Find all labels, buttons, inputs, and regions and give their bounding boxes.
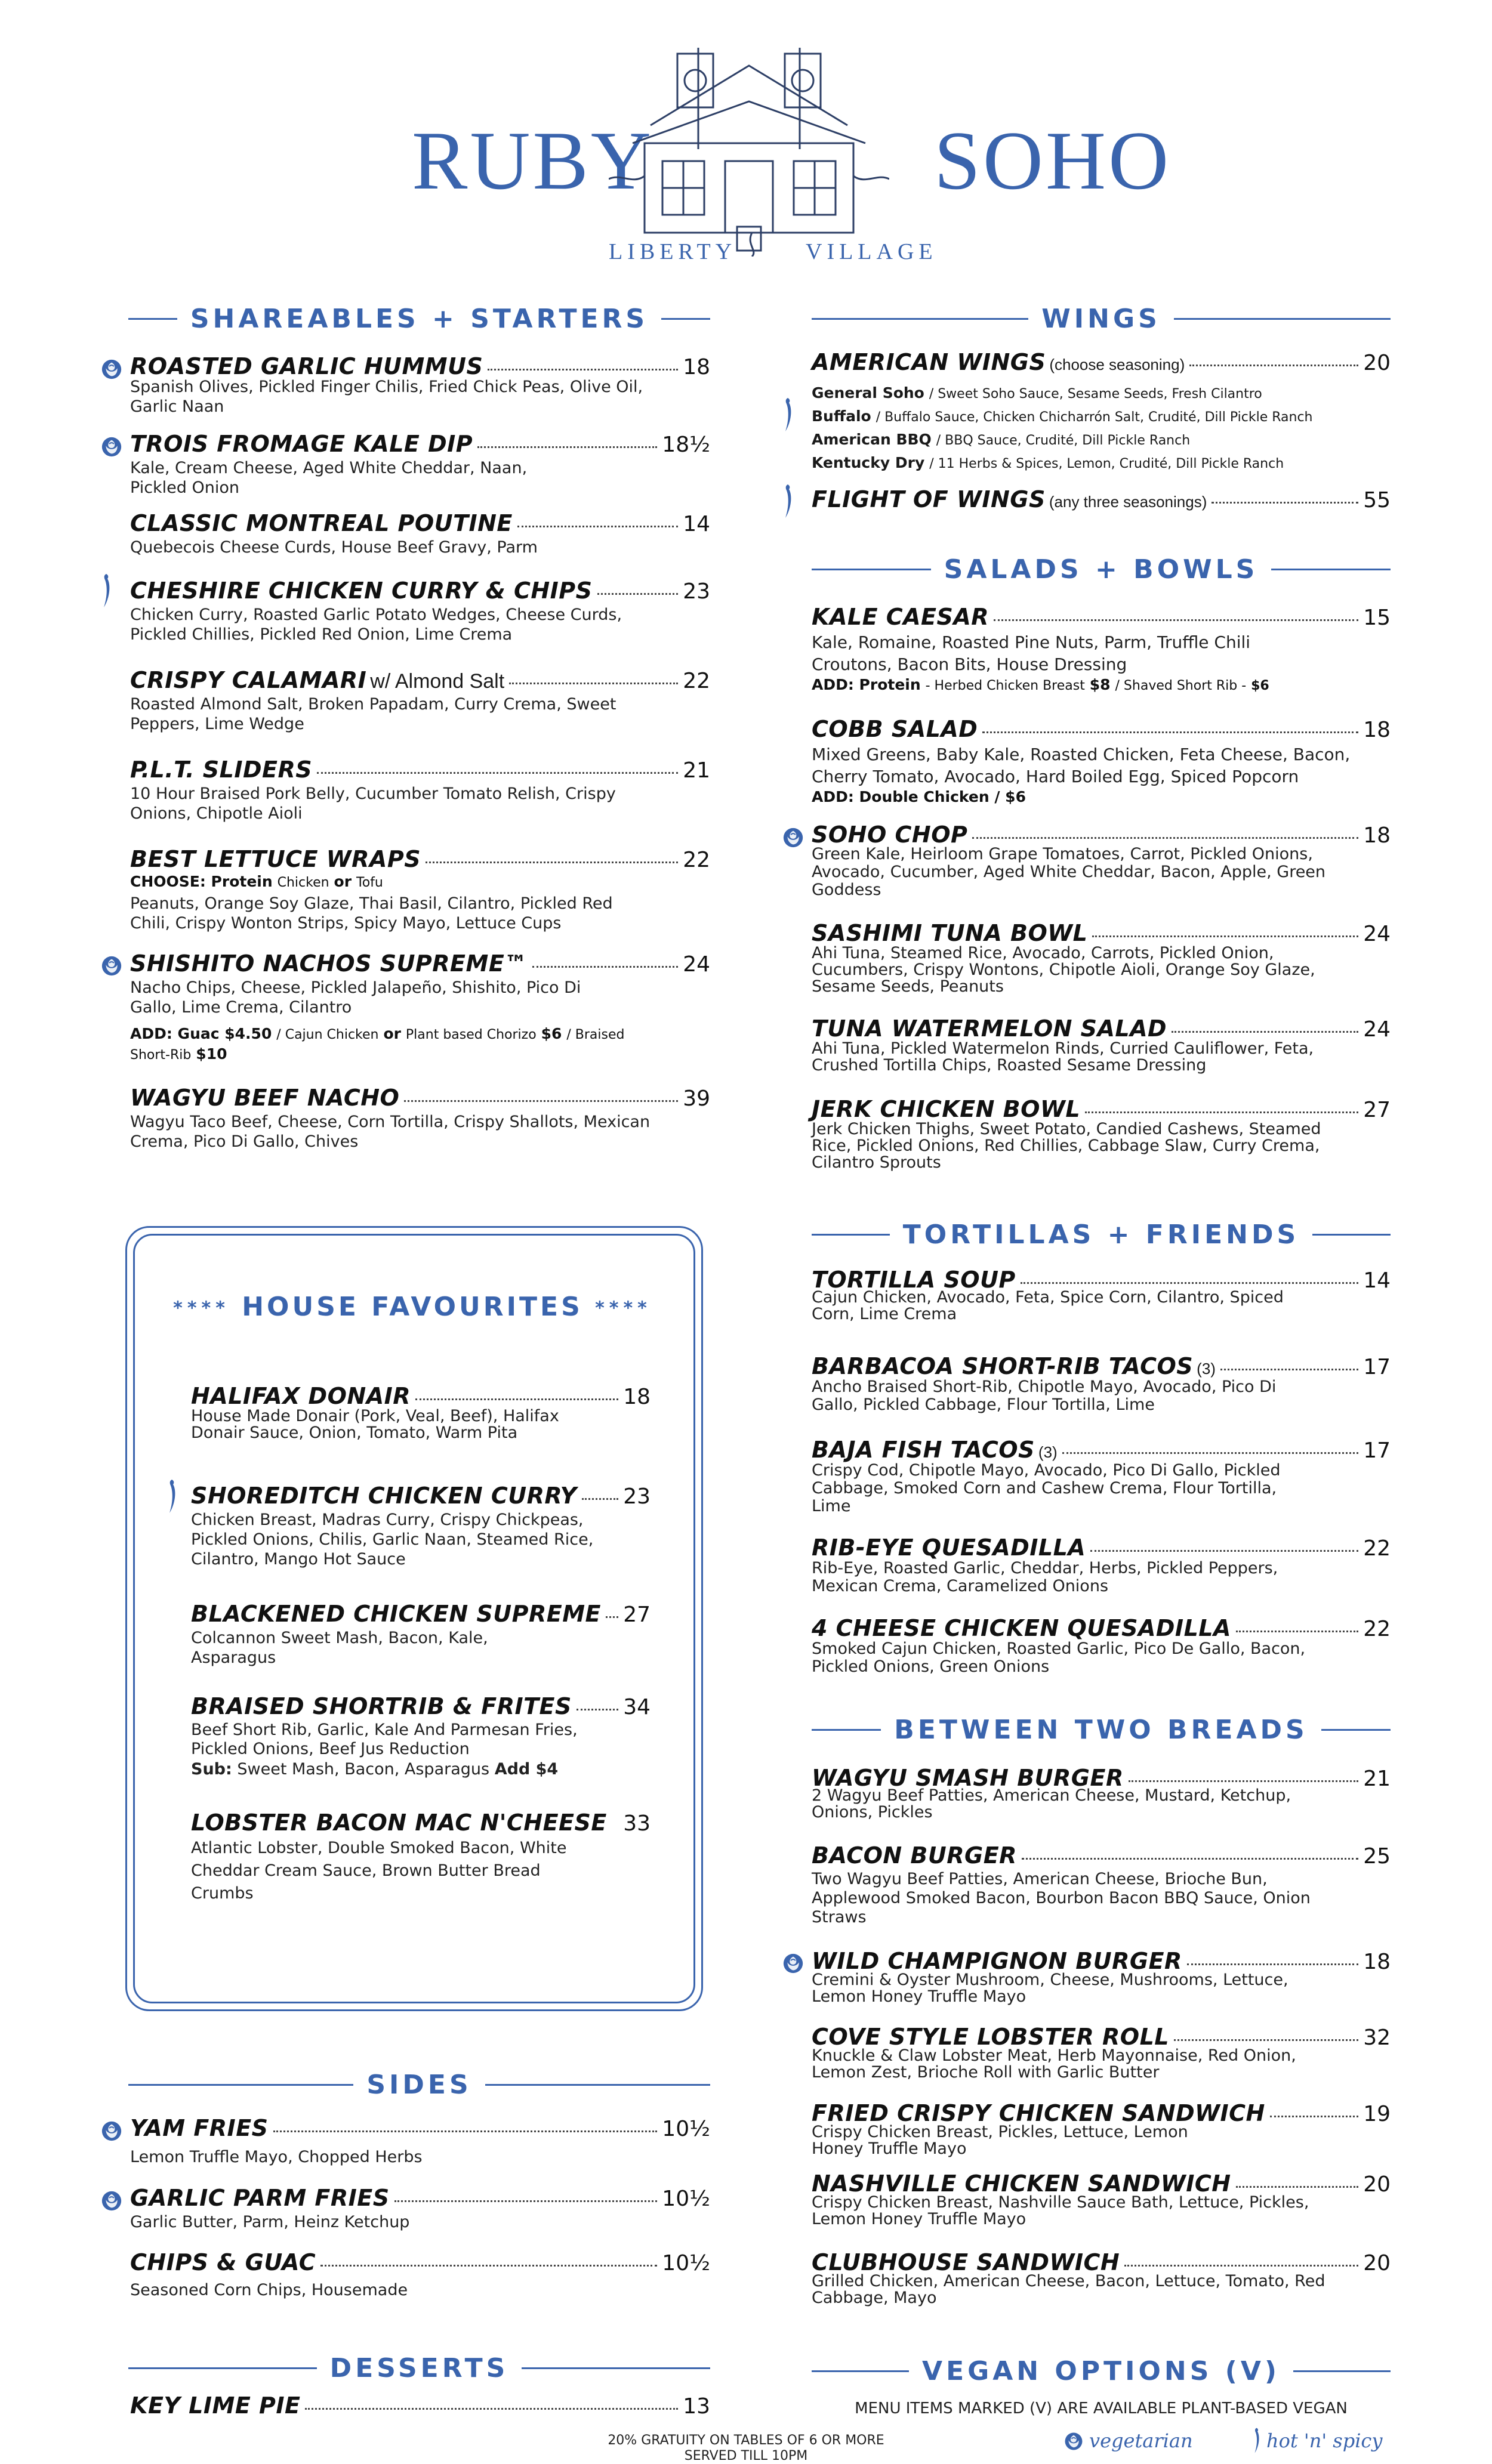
item-name: TORTILLA SOUP	[812, 1267, 1016, 1293]
section-desserts	[128, 2351, 710, 2386]
menu-item	[812, 1096, 1391, 1171]
add-price: $6	[1251, 678, 1269, 693]
item-price: 18	[623, 1385, 651, 1409]
section-title: SIDES	[353, 2070, 485, 2100]
brand-soho: SOHO	[934, 115, 1172, 207]
rose-icon	[100, 955, 123, 977]
menu-item	[130, 353, 710, 416]
item-desc: Kale, Cream Cheese, Aged White Cheddar, Naan, Pickled Onion	[130, 459, 528, 497]
section-sides	[128, 2067, 710, 2103]
menu-item	[812, 822, 1391, 899]
add-price: $8	[1089, 676, 1111, 693]
item-desc: Green Kale, Heirloom Grape Tomatoes, Carrot, Pickled Onions, Avocado, Cucumber, Aged White Cheddar, Bacon, Apple, Green Goddess	[812, 845, 1326, 899]
menu-item	[191, 1483, 651, 1569]
seasoning-label: American BBQ	[812, 431, 932, 448]
item-name-sub: (3)	[1038, 1443, 1058, 1461]
item-name: P.L.T. SLIDERS	[130, 757, 313, 783]
add-or: or	[383, 1025, 401, 1042]
choose-or: or	[334, 873, 352, 890]
rose-icon	[782, 1952, 804, 1975]
item-name: TROIS FROMAGE KALE DIP	[130, 431, 473, 457]
item-name: COBB SALAD	[812, 716, 978, 742]
item-desc: Grilled Chicken, American Cheese, Bacon, Lettuce, Tomato, Red Cabbage, Mayo	[812, 2272, 1325, 2307]
item-desc: Ancho Braised Short-Rib, Chipotle Mayo, Avocado, Pico Di Gallo, Pickled Cabbage, Flour Tortilla, Lime	[812, 1378, 1277, 1414]
sub-label: Sub:	[191, 1760, 232, 1778]
menu-item	[812, 2024, 1391, 2081]
item-name: KALE CAESAR	[812, 604, 989, 630]
item-name: RIB-EYE QUESADILLA	[812, 1534, 1086, 1561]
menu-item	[130, 2392, 710, 2419]
seasoning-text: / Buffalo Sauce, Chicken Chicharrón Salt, Crudité, Dill Pickle Ranch	[876, 410, 1313, 425]
item-desc: Ahi Tuna, Pickled Watermelon Rinds, Curried Cauliflower, Feta, Crushed Tortilla Chips, Roasted Sesame Dressing	[812, 1039, 1314, 1074]
menu-item	[130, 2185, 710, 2232]
section-title: HOUSE FAVOURITES	[242, 1292, 583, 1322]
menu-item	[812, 604, 1391, 696]
item-name: 4 CHEESE CHICKEN QUESADILLA	[812, 1615, 1231, 1641]
menu-item	[812, 1615, 1391, 1676]
item-desc: Seasoned Corn Chips, Housemade	[130, 2281, 408, 2299]
menu-item	[130, 2249, 710, 2300]
menu-item	[191, 1383, 651, 1441]
item-name: AMERICAN WINGS	[812, 349, 1046, 375]
chili-pepper-icon	[1252, 2427, 1263, 2454]
legend-vegetarian: vegetarian	[1089, 2429, 1193, 2452]
menu-item	[130, 431, 710, 498]
section-title: VEGAN OPTIONS (V)	[909, 2356, 1293, 2386]
rose-icon	[782, 826, 804, 849]
item-price: 24	[683, 952, 710, 977]
menu-item	[812, 486, 1391, 512]
choose-option: Tofu	[356, 875, 383, 890]
item-price: 17	[1363, 1438, 1391, 1463]
item-desc: Colcannon Sweet Mash, Bacon, Kale, Asparagus	[191, 1629, 488, 1667]
item-desc: Crispy Cod, Chipotle Mayo, Avocado, Pico Di Gallo, Pickled Cabbage, Smoked Corn and Cashew Crema, Flour Tortilla, Lime	[812, 1461, 1281, 1515]
item-price: 18½	[662, 433, 710, 457]
seasoning-label: Buffalo	[812, 407, 871, 425]
item-name: BARBACOA SHORT-RIB TACOS	[812, 1353, 1194, 1379]
item-price: 22	[1363, 1617, 1391, 1641]
item-price: 18	[1363, 1950, 1391, 1974]
brand-village: VILLAGE	[806, 239, 938, 264]
menu-item	[130, 1085, 710, 1151]
menu-item	[812, 2100, 1391, 2157]
add-option: Plant based Chorizo	[405, 1027, 537, 1042]
item-name: HALIFAX DONAIR	[191, 1383, 411, 1409]
item-name: BRAISED SHORTRIB & FRITES	[191, 1693, 572, 1719]
menu-item	[812, 1842, 1391, 1927]
menu-item	[812, 716, 1391, 807]
item-name-sub: (3)	[1197, 1360, 1216, 1378]
seasoning-text: / 11 Herbs & Spices, Lemon, Crudité, Dill Pickle Ranch	[929, 456, 1284, 471]
item-desc: Peanuts, Orange Soy Glaze, Thai Basil, Cilantro, Pickled Red Chili, Crispy Wonton Strips, Spicy Mayo, Lettuce Cups	[130, 894, 613, 933]
section-title: BETWEEN TWO BREADS	[881, 1715, 1321, 1745]
item-price: 23	[623, 1484, 651, 1509]
menu-item	[812, 349, 1391, 375]
item-name: SHOREDITCH CHICKEN CURRY	[191, 1483, 577, 1509]
item-desc: Crispy Chicken Breast, Pickles, Lettuce, Lemon Honey Truffle Mayo	[812, 2123, 1188, 2158]
menu-item	[130, 757, 710, 823]
menu-item	[130, 578, 710, 644]
item-name: TUNA WATERMELON SALAD	[812, 1015, 1167, 1042]
item-desc: Mixed Greens, Baby Kale, Roasted Chicken, Feta Cheese, Bacon, Cherry Tomato, Avocado, Hard Boiled Egg, Spiced Popcorn	[812, 745, 1351, 786]
item-price: 14	[1363, 1268, 1391, 1293]
chili-pepper-icon	[166, 1478, 180, 1514]
item-name: NASHVILLE CHICKEN SANDWICH	[812, 2170, 1231, 2197]
item-price: 10½	[662, 2251, 710, 2275]
item-desc: Smoked Cajun Chicken, Roasted Garlic, Pico De Gallo, Bacon, Pickled Onions, Green Onions	[812, 1639, 1306, 1676]
choose-option: Chicken	[277, 875, 329, 890]
item-name-sub: (any three seasonings)	[1049, 493, 1207, 511]
menu-item	[130, 667, 710, 734]
item-desc: Beef Short Rib, Garlic, Kale And Parmesan Fries, Pickled Onions, Beef Jus Reduction	[191, 1721, 578, 1758]
gratuity-note	[525, 2433, 967, 2464]
gratuity-text: 20% GRATUITY ON TABLES OF 6 OR MORE	[608, 2433, 884, 2448]
item-desc: Two Wagyu Beef Patties, American Cheese, Brioche Bun, Applewood Smoked Bacon, Bourbon Bacon BBQ Sauce, Onion Straws	[812, 1870, 1311, 1926]
item-price: 17	[1363, 1355, 1391, 1379]
item-desc: Knuckle & Claw Lobster Meat, Herb Mayonnaise, Red Onion, Lemon Zest, Brioche Roll with Garlic Butter	[812, 2046, 1296, 2082]
item-price: 23	[683, 579, 710, 604]
item-price: 21	[1363, 1767, 1391, 1791]
menu-item	[130, 2115, 710, 2167]
item-price: 39	[683, 1086, 710, 1111]
item-name: GARLIC PARM FRIES	[130, 2185, 390, 2211]
item-name: SOHO CHOP	[812, 822, 968, 848]
item-name: COVE STYLE LOBSTER ROLL	[812, 2024, 1169, 2050]
item-price: 18	[1363, 718, 1391, 742]
sub-text: Sweet Mash, Bacon, Asparagus	[237, 1760, 490, 1778]
served-text: SERVED TILL 10PM	[684, 2448, 808, 2463]
item-desc: Lemon Truffle Mayo, Chopped Herbs	[130, 2148, 423, 2166]
add-price: $6	[541, 1025, 562, 1042]
brand-ruby: RUBY	[412, 115, 653, 207]
item-add	[130, 1024, 655, 1065]
add-option: / Shaved Short Rib -	[1115, 678, 1247, 693]
item-desc: 2 Wagyu Beef Patties, American Cheese, Mustard, Ketchup, Onions, Pickles	[812, 1786, 1291, 1821]
menu-item	[812, 1437, 1391, 1515]
rose-icon	[100, 358, 123, 381]
item-price: 21	[683, 758, 710, 783]
item-price: 20	[1363, 2172, 1391, 2197]
seasoning-line	[812, 452, 1391, 475]
item-name: SASHIMI TUNA BOWL	[812, 920, 1088, 946]
chili-pepper-icon	[782, 397, 796, 433]
building-illustration	[609, 30, 889, 257]
item-name-sub: w/ Almond Salt	[370, 670, 505, 693]
seasoning-text: / Sweet Soho Sauce, Sesame Seeds, Fresh Cilantro	[929, 387, 1262, 402]
section-tortillas	[812, 1217, 1391, 1253]
menu-item	[812, 1534, 1391, 1595]
seasoning-line	[812, 382, 1391, 405]
item-desc: Rib-Eye, Roasted Garlic, Cheddar, Herbs, Pickled Peppers, Mexican Crema, Caramelized Onions	[812, 1559, 1278, 1595]
item-price: 34	[623, 1695, 651, 1719]
item-name: BLACKENED CHICKEN SUPREME	[191, 1601, 601, 1627]
item-name: WAGYU BEEF NACHO	[130, 1085, 400, 1111]
item-choose	[130, 872, 710, 893]
item-name: BEST LETTUCE WRAPS	[130, 846, 421, 872]
item-price: 22	[683, 669, 710, 693]
menu-item	[191, 1693, 651, 1779]
chili-pepper-icon	[100, 573, 115, 609]
item-price: 18	[1363, 823, 1391, 848]
seasoning-line	[812, 405, 1391, 428]
item-price: 25	[1363, 1844, 1391, 1869]
item-price: 20	[1363, 2251, 1391, 2275]
menu-item	[812, 2249, 1391, 2306]
item-price: 10½	[662, 2187, 710, 2211]
seasoning-text: / BBQ Sauce, Crudité, Dill Pickle Ranch	[936, 433, 1191, 448]
menu-item	[130, 510, 710, 557]
menu-item	[812, 1015, 1391, 1074]
item-desc: Quebecois Cheese Curds, House Beef Gravy, Parm	[130, 538, 538, 557]
item-name: SHISHITO NACHOS SUPREME™	[130, 950, 528, 977]
item-sub	[191, 1760, 651, 1779]
menu-item	[812, 1267, 1391, 1323]
menu-item	[191, 1810, 651, 1905]
section-vegan	[812, 2354, 1391, 2389]
section-shareables	[128, 301, 710, 337]
item-desc: House Made Donair (Pork, Veal, Beef), Halifax Donair Sauce, Onion, Tomato, Warm Pita	[191, 1407, 559, 1442]
item-name: FRIED CRISPY CHICKEN SANDWICH	[812, 2100, 1265, 2126]
house-favourites-title	[125, 1292, 699, 1322]
menu-item	[812, 1353, 1391, 1414]
item-desc: Chicken Curry, Roasted Garlic Potato Wedges, Cheese Curds, Pickled Chillies, Pickled Red Onion, Lime Crema	[130, 606, 622, 644]
section-salads	[812, 552, 1391, 588]
item-price: 27	[623, 1602, 651, 1627]
item-desc: Atlantic Lobster, Double Smoked Bacon, White Cheddar Cream Sauce, Brown Butter Bread Crumbs	[191, 1839, 567, 1903]
item-add	[812, 675, 1391, 696]
item-price: 18	[683, 355, 710, 379]
menu-item	[812, 2170, 1391, 2228]
legend-spicy: hot 'n' spicy	[1266, 2429, 1383, 2452]
item-name-sub: (choose seasoning)	[1049, 356, 1185, 373]
item-desc: Cremini & Oyster Mushroom, Cheese, Mushrooms, Lettuce, Lemon Honey Truffle Mayo	[812, 1971, 1288, 2006]
add-label: ADD: Protein	[812, 676, 921, 693]
item-name: WAGYU SMASH BURGER	[812, 1765, 1124, 1791]
item-price: 14	[683, 512, 710, 536]
sub-price: Add $4	[494, 1760, 559, 1778]
vegan-note: MENU ITEMS MARKED (V) ARE AVAILABLE PLANT-BASED VEGAN	[855, 2400, 1348, 2417]
stars-right: ****	[595, 1298, 652, 1319]
rose-icon	[100, 2190, 123, 2212]
item-name: CLUBHOUSE SANDWICH	[812, 2249, 1120, 2275]
wing-seasonings	[812, 382, 1391, 475]
item-desc: Ahi Tuna, Steamed Rice, Avocado, Carrots, Pickled Onion, Cucumbers, Crispy Wontons, Chipotle Aioli, Orange Soy Glaze, Sesame Seeds, Peanuts	[812, 944, 1315, 996]
item-desc: Nacho Chips, Cheese, Pickled Jalapeño, Shishito, Pico Di Gallo, Lime Crema, Cilantro	[130, 978, 581, 1017]
item-price: 20	[1363, 351, 1391, 375]
menu-item	[130, 950, 710, 1065]
item-price: 32	[1363, 2025, 1391, 2050]
section-title: WINGS	[1028, 304, 1174, 334]
add-option: / Cajun Chicken	[276, 1027, 379, 1042]
menu-item	[812, 920, 1391, 995]
item-name: CRISPY CALAMARI	[130, 667, 367, 693]
add-option: - Herbed Chicken Breast	[925, 678, 1085, 693]
item-name: LOBSTER BACON MAC N'CHEESE	[191, 1810, 607, 1836]
item-desc: Chicken Breast, Madras Curry, Crispy Chickpeas, Pickled Onions, Chilis, Garlic Naan, Steamed Rice, Cilantro, Mango Hot Sauce	[191, 1511, 594, 1568]
item-name: CLASSIC MONTREAL POUTINE	[130, 510, 513, 536]
rose-icon	[100, 2120, 123, 2142]
item-price: 13	[683, 2394, 710, 2419]
item-name: CHIPS & GUAC	[130, 2249, 316, 2275]
item-price: 22	[683, 848, 710, 872]
item-name: YAM FRIES	[130, 2115, 269, 2141]
seasoning-label: Kentucky Dry	[812, 454, 925, 471]
chili-pepper-icon	[782, 483, 796, 519]
item-name: KEY LIME PIE	[130, 2392, 301, 2419]
item-name: FLIGHT OF WINGS	[812, 486, 1046, 512]
item-desc: Cajun Chicken, Avocado, Feta, Spice Corn, Cilantro, Spiced Corn, Lime Crema	[812, 1288, 1284, 1323]
add-price: $10	[196, 1045, 227, 1063]
item-name: CHESHIRE CHICKEN CURRY & CHIPS	[130, 578, 593, 604]
add-label: ADD: Guac $4.50	[130, 1025, 272, 1042]
item-price: 24	[1363, 922, 1391, 946]
item-name: BACON BURGER	[812, 1842, 1017, 1869]
item-desc: Crispy Chicken Breast, Nashville Sauce Bath, Lettuce, Pickles, Lemon Honey Truffle Mayo	[812, 2193, 1309, 2228]
menu-item	[812, 1765, 1391, 1821]
item-price: 10½	[662, 2117, 710, 2141]
item-price: 19	[1363, 2102, 1391, 2126]
section-wings	[812, 301, 1391, 337]
stars-left: ****	[173, 1298, 230, 1319]
section-title: TORTILLAS + FRIENDS	[890, 1219, 1312, 1250]
seasoning-label: General Soho	[812, 384, 924, 402]
item-desc: Roasted Almond Salt, Broken Papadam, Curry Crema, Sweet Peppers, Lime Wedge	[130, 695, 616, 733]
item-desc: Spanish Olives, Pickled Finger Chilis, Fried Chick Peas, Olive Oil, Garlic Naan	[130, 378, 643, 416]
menu-item	[191, 1601, 651, 1668]
add-option: / Braised Short-Rib	[130, 1027, 625, 1063]
item-desc: Jerk Chicken Thighs, Sweet Potato, Candied Cashews, Steamed Rice, Pickled Onions, Red Chillies, Cabbage Slaw, Curry Crema, Cilantro Sprouts	[812, 1120, 1321, 1172]
rose-icon	[100, 436, 123, 458]
menu-item	[130, 846, 710, 933]
item-desc: Wagyu Taco Beef, Cheese, Corn Tortilla, Crispy Shallots, Mexican Crema, Pico Di Gallo, Chives	[130, 1113, 651, 1151]
item-desc: Kale, Romaine, Roasted Pine Nuts, Parm, Truffle Chili Croutons, Bacon Bits, House Dressing	[812, 632, 1251, 674]
item-name: WILD CHAMPIGNON BURGER	[812, 1948, 1182, 1974]
section-title: SHAREABLES + STARTERS	[177, 304, 661, 334]
item-desc: Garlic Butter, Parm, Heinz Ketchup	[130, 2213, 410, 2231]
choose-label: CHOOSE: Protein	[130, 873, 273, 890]
item-price: 55	[1363, 488, 1391, 512]
rose-icon	[1063, 2431, 1084, 2451]
item-price: 22	[1363, 1536, 1391, 1561]
item-name: ROASTED GARLIC HUMMUS	[130, 353, 483, 379]
item-name: JERK CHICKEN BOWL	[812, 1096, 1081, 1122]
section-breads	[812, 1712, 1391, 1748]
item-price: 27	[1363, 1098, 1391, 1122]
brand-liberty: LIBERTY	[609, 239, 737, 264]
item-price: 24	[1363, 1017, 1391, 1042]
item-desc: 10 Hour Braised Pork Belly, Cucumber Tomato Relish, Crispy Onions, Chipotle Aioli	[130, 785, 616, 823]
item-price: 33	[623, 1811, 651, 1836]
item-price: 15	[1363, 606, 1391, 630]
add-label: ADD: Double Chicken / $6	[812, 788, 1026, 805]
item-name: BAJA FISH TACOS	[812, 1437, 1035, 1463]
section-title: DESSERTS	[317, 2353, 522, 2383]
menu-item	[812, 1948, 1391, 2005]
seasoning-line	[812, 428, 1391, 452]
section-title: SALADS + BOWLS	[931, 554, 1272, 585]
